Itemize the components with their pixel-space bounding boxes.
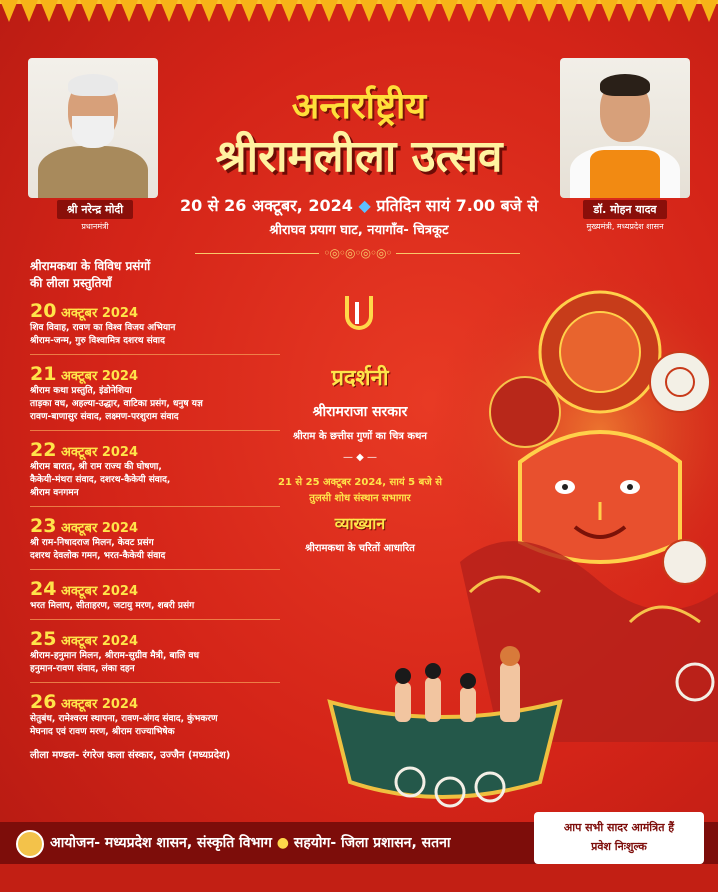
exhibition-subtitle: श्रीरामराजा सरकार (312, 404, 408, 420)
schedule-day (30, 691, 330, 739)
schedule-heading: श्रीरामकथा के विविध प्रसंगों की लीला प्रस्तुतियाँ (30, 259, 151, 290)
exhibition-title: प्रदर्शनी (331, 366, 389, 391)
bunting-flag (500, 0, 518, 22)
schedule-day-line: श्रीराम कथा प्रस्तुति, इंडोनेशिया (30, 386, 132, 396)
bunting-flag (60, 0, 78, 22)
schedule-day-title: 22 अक्टूबर 2024 (30, 439, 139, 461)
bunting-flag (360, 0, 378, 22)
time-text: प्रतिदिन सायं 7.00 बजे से (376, 196, 539, 215)
bunting-flag (380, 0, 398, 22)
bunting-flag (40, 0, 58, 22)
schedule-list (30, 258, 330, 761)
right-person-role: मुख्यमंत्री, मध्यप्रदेश शासन (586, 222, 664, 231)
bunting-flag (0, 0, 18, 22)
exhibition-description: श्रीराम के छत्तीस गुणों का चित्र कथन (293, 431, 427, 442)
schedule-day-line: मेघनाद एवं रावण मरण, श्रीराम राज्याभिषेक (30, 727, 175, 737)
schedule-separator (30, 569, 280, 570)
footer-credits (50, 833, 451, 852)
ornament-divider: ◦◎◦◎◦◎◦◎◦ (195, 246, 520, 260)
schedule-day-title: 24 अक्टूबर 2024 (30, 578, 139, 600)
bunting-flag (200, 0, 218, 22)
bunting-flag (620, 0, 638, 22)
bunting-flag (660, 0, 678, 22)
bunting-flag (520, 0, 538, 22)
schedule-day-line: श्रीराम-हनुमान मिलन, श्रीराम-सुग्रीव मैत्री, बालि वध (30, 651, 200, 661)
event-dates (0, 194, 718, 216)
left-person-role: प्रधानमंत्री (81, 222, 109, 231)
bunting-flag (400, 0, 418, 22)
schedule-day-line: हनुमान-रावण संवाद, लंका दहन (30, 664, 135, 674)
bunting-flag (260, 0, 278, 22)
schedule-day-line: श्रीराम वनगमन (30, 488, 79, 498)
mp-govt-logo (16, 830, 44, 858)
tilak-icon (345, 296, 371, 334)
title-line1: अन्तर्राष्ट्रीय (291, 86, 427, 127)
schedule-day-line: भरत मिलाप, सीताहरण, जटायु मरण, शबरी प्रसंग (30, 601, 195, 611)
schedule-day-line: श्रीराम-जन्म, गुरु विश्वामित्र दशरथ संवाद (30, 336, 165, 346)
lila-mandal-credit: लीला मण्डल- रंगरेज कला संस्कार, उज्जैन (मध्यप्रदेश) (30, 750, 231, 761)
schedule-day-line: कैकेयी-मंथरा संवाद, दशरथ-कैकेयी संवाद, (30, 475, 171, 485)
schedule-separator (30, 354, 280, 355)
center-ornament: — ◆ — (342, 452, 378, 463)
bunting-flag (700, 0, 718, 22)
schedule-day-line: शिव विवाह, रावण का विश्व विजय अभियान (30, 323, 176, 333)
support-text: सहयोग- जिला प्रशासन, सतना (293, 835, 451, 851)
schedule-day-title: 21 अक्टूबर 2024 (30, 363, 139, 385)
bunting-flag (640, 0, 658, 22)
bunting-flag (220, 0, 238, 22)
bunting-flag (560, 0, 578, 22)
bunting-flag (180, 0, 198, 22)
bunting-flag (300, 0, 318, 22)
right-person-name: डॉ. मोहन यादव (583, 200, 666, 219)
bunting-flag (480, 0, 498, 22)
schedule-day-line: श्री राम-निषादराज मिलन, केवट प्रसंग (30, 538, 154, 548)
bunting-flag (420, 0, 438, 22)
schedule-day-title: 25 अक्टूबर 2024 (30, 628, 139, 650)
lecture-title: व्याख्यान (334, 514, 386, 533)
lecture-subtitle: श्रीरामकथा के चरितों आधारित (305, 543, 415, 554)
bunting-flag (540, 0, 558, 22)
bunting-flag (320, 0, 338, 22)
schedule-day-line: रावण-बाणासुर संवाद, लक्ष्मण-परशुराम संवाद (30, 412, 179, 422)
schedule-day-line: ताड़का वध, अहल्या-उद्धार, वाटिका प्रसंग, धनुष यज्ञ (30, 399, 203, 409)
schedule-day-title: 26 अक्टूबर 2024 (30, 691, 139, 713)
schedule-separator (30, 506, 280, 507)
schedule-day (30, 300, 330, 355)
invitation-box (534, 812, 704, 864)
bunting-decoration (0, 0, 718, 40)
bunting-flag (160, 0, 178, 22)
bunting-flag (240, 0, 258, 22)
bunting-flag (680, 0, 698, 22)
bunting-flag (80, 0, 98, 22)
dates-text: 20 से 26 अक्टूबर, 2024 (179, 196, 353, 215)
bottom-band (0, 864, 718, 892)
schedule-day (30, 628, 330, 683)
schedule-day-line: श्रीराम बारात, श्री राम राज्य की घोषणा, (30, 462, 162, 472)
bunting-flag (460, 0, 478, 22)
schedule-day-title: 20 अक्टूबर 2024 (30, 300, 139, 322)
bunting-flag (440, 0, 458, 22)
diamond-separator-icon: ◆ (358, 196, 371, 215)
bunting-flag (140, 0, 158, 22)
title-line2: श्रीरामलीला उत्सव (215, 131, 503, 182)
schedule-separator (30, 619, 280, 620)
bunting-flag (20, 0, 38, 22)
bunting-flag (340, 0, 358, 22)
lecture-place: तुलसी शोध संस्थान सभागार (309, 493, 411, 504)
lecture-date: 21 से 25 अक्टूबर 2024, सायं 5 बजे से (277, 477, 442, 488)
left-person-name: श्री नरेन्द्र मोदी (57, 200, 133, 219)
invite-line2: प्रवेश निःशुल्क (591, 840, 647, 853)
schedule-day-title: 23 अक्टूबर 2024 (30, 515, 139, 537)
bunting-flag (600, 0, 618, 22)
bunting-flag (580, 0, 598, 22)
organizer-text: आयोजन- मध्यप्रदेश शासन, संस्कृति विभाग (50, 835, 272, 851)
bunting-flag (280, 0, 298, 22)
venue: श्रीराघव प्रयाग घाट, नयागाँव- चित्रकूट (269, 223, 449, 238)
schedule-day-line: दशरथ देवलोक गमन, भरत-कैकेयी संवाद (30, 551, 166, 561)
bunting-flag (100, 0, 118, 22)
schedule-day (30, 578, 330, 620)
schedule-day-line: सेतुबंध, रामेश्वरम स्थापना, रावण-अंगद संवाद, कुंभकरण (30, 714, 218, 724)
bullet-icon: ● (276, 835, 294, 851)
bunting-flag (120, 0, 138, 22)
invite-line1: आप सभी सादर आमंत्रित हैं (563, 821, 675, 834)
schedule-separator (30, 682, 280, 683)
